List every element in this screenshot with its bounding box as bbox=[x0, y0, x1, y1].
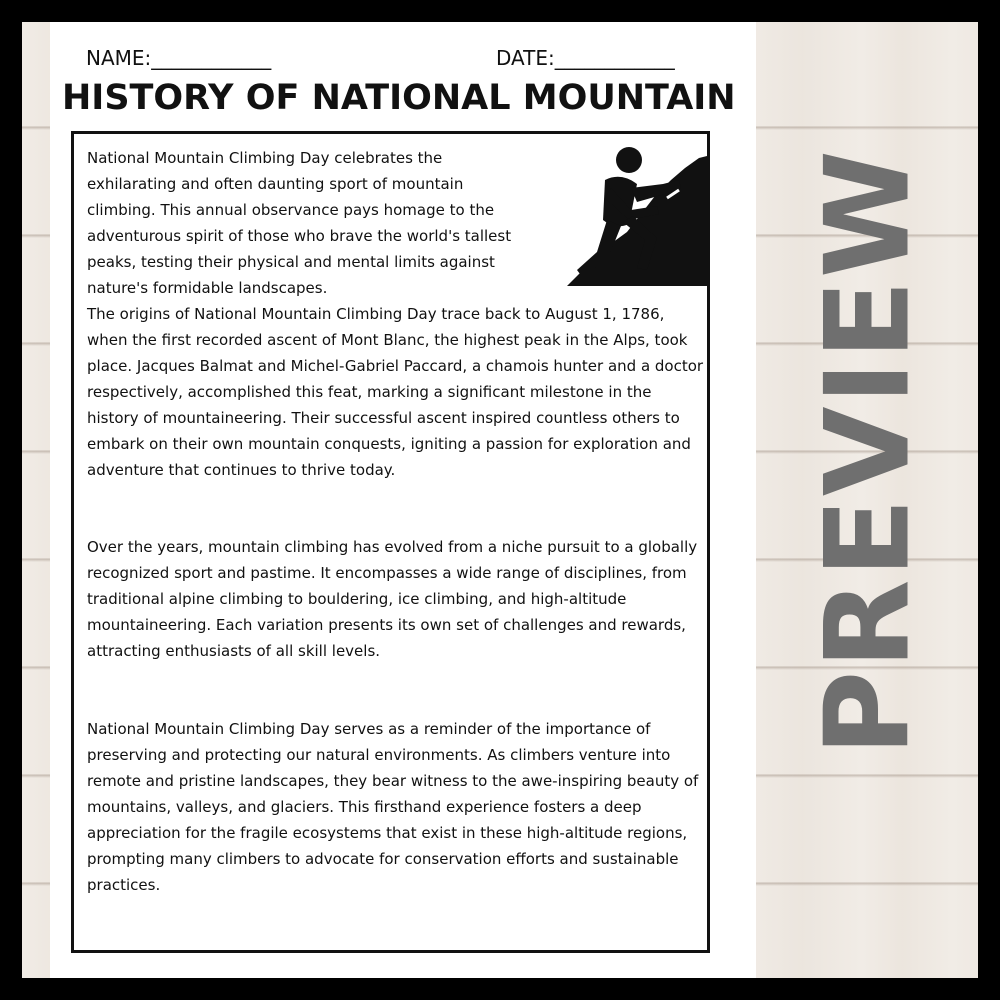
wood-background bbox=[22, 22, 978, 978]
passage-paragraph-3: Over the years, mountain climbing has evolved from a niche pursuit to a globally recognized sport and pastime. It encompasses a wide range of disciplines, from traditional alpine climbing to bouldering, ice climbing, and high-altitude mountaineering. Each variation presents its own set of challenges and rewards, attracting enthusiasts of all skill levels. bbox=[87, 538, 698, 660]
name-field-label: NAME:____________ bbox=[86, 46, 272, 70]
preview-watermark-area bbox=[757, 22, 978, 978]
rock-climber-icon bbox=[567, 140, 707, 286]
preview-watermark: PREVIEW bbox=[800, 148, 935, 756]
date-field-label: DATE:____________ bbox=[496, 46, 675, 70]
worksheet-page bbox=[50, 22, 756, 978]
passage-paragraph-1: National Mountain Climbing Day celebrates the exhilarating and often daunting sport of mountain climbing. This annual observance pays homage to the adventurous spirit of those who brave the world's tallest peaks, testing their physical and mental limits against nature's formidable landscapes. bbox=[87, 149, 512, 297]
passage-paragraph-2: The origins of National Mountain Climbing Day trace back to August 1, 1786, when the first recorded ascent of Mont Blanc, the highest peak in the Alps, took place. Jacques Balmat and Michel-Gabriel Paccard, a chamois hunter and a doctor respectively, accomplished this feat, marking a significant milestone in the history of mountaineering. Their successful ascent inspired countless others to embark on their own mountain conquests, igniting a passion for exploration and adventure that continues to thrive today. bbox=[87, 305, 704, 479]
worksheet-title: HISTORY OF NATIONAL MOUNTAIN bbox=[62, 78, 736, 118]
reading-passage-box bbox=[71, 131, 710, 953]
passage-paragraph-4: National Mountain Climbing Day serves as a reminder of the importance of preserving and protecting our natural environments. As climbers venture into remote and pristine landscapes, they bear witness to the awe-inspiring beauty of mountains, valleys, and glaciers. This firsthand experience fosters a deep appreciation for the fragile ecosystems that exist in these high-altitude regions, prompting many climbers to advocate for conservation efforts and sustainable practices. bbox=[87, 720, 699, 894]
